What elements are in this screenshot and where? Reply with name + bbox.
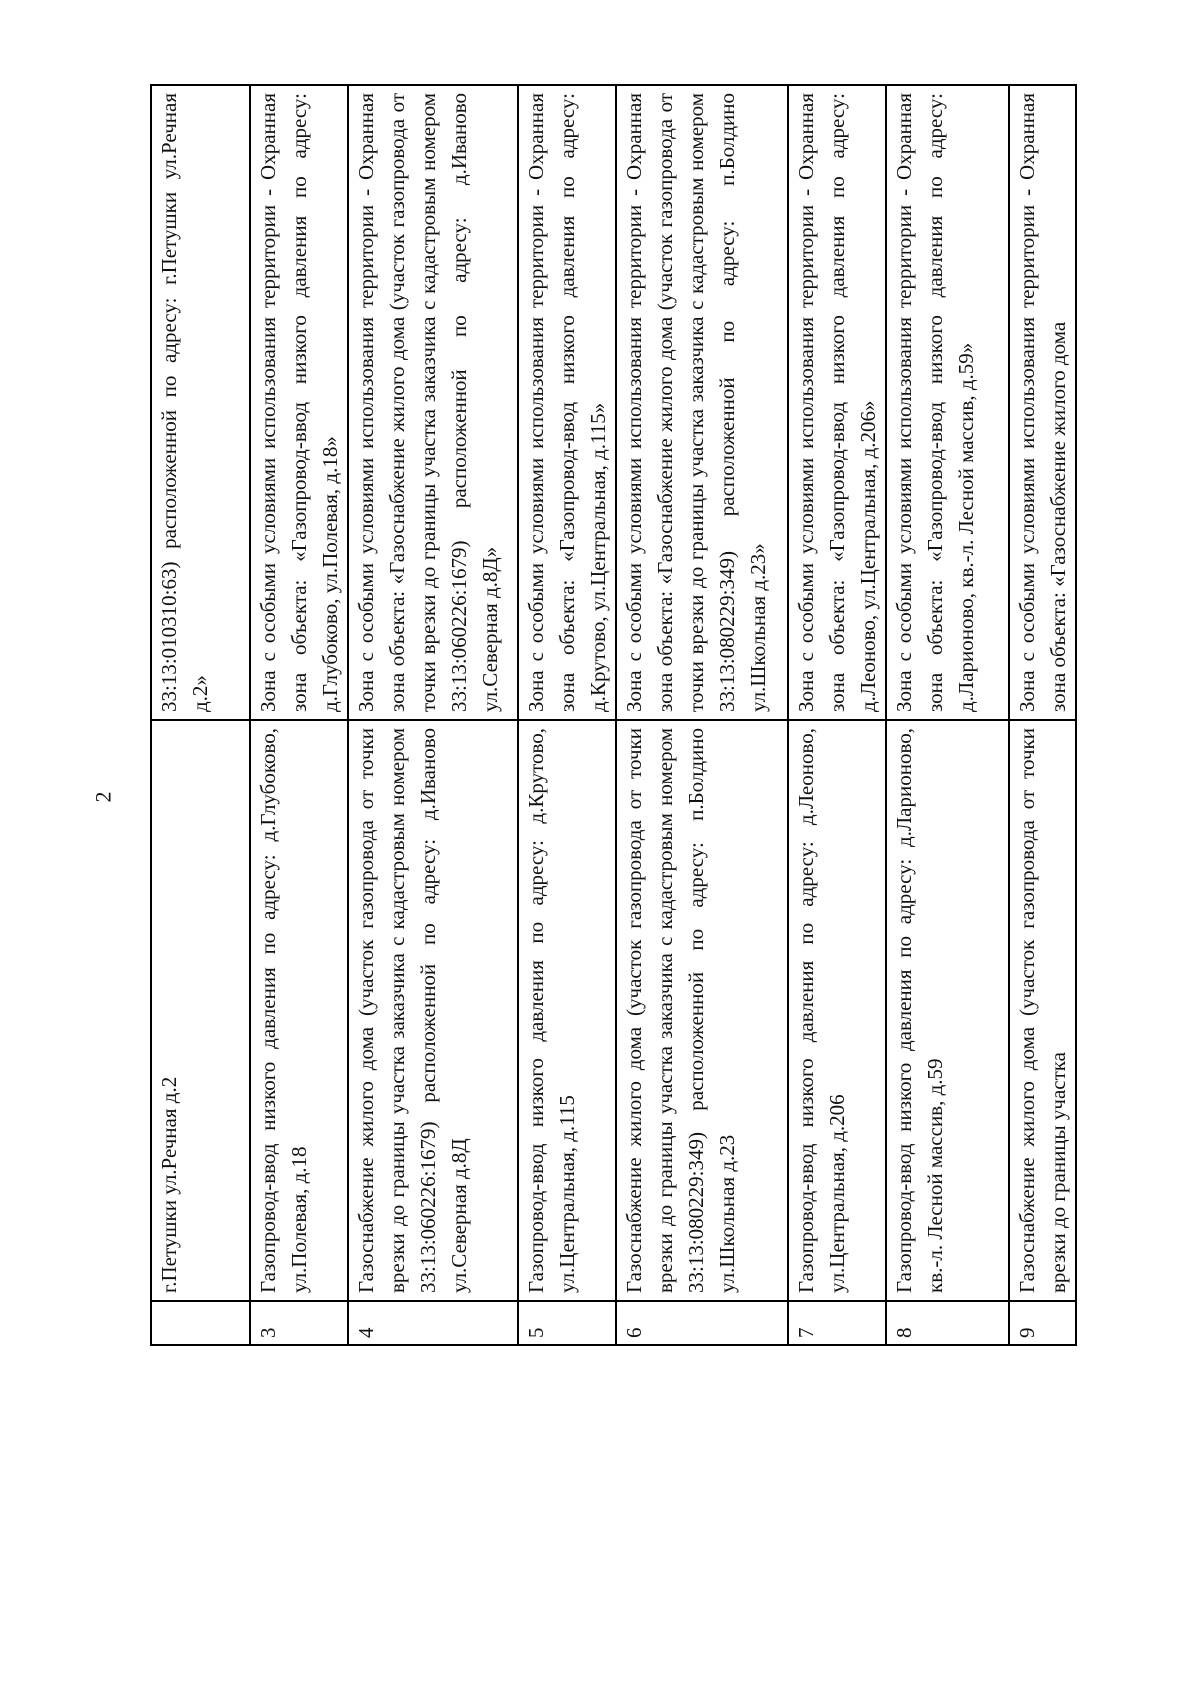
table-row [348,85,518,1345]
page-number: 2 [90,791,116,803]
row-number: 9 [1009,1301,1076,1345]
gas-zones-table [150,84,1077,1346]
object-cell: Газоснабжение жилого дома (участок газопровода от точки врезки до границы участка заказчика с кадастровым номером 33:13:060226:1679) расположенной по адресу: д.Иваново ул.Северная д.8Д [348,720,518,1301]
zone-cell: 33:13:010310:63) расположенной по адресу: г.Петушки ул.Речная д.2» [151,85,250,720]
object-cell: Газопровод-ввод низкого давления по адресу: д.Крутово, ул.Центральная, д.115 [518,720,616,1301]
row-number: 8 [886,1301,1009,1345]
table-row [250,85,348,1345]
object-cell: Газопровод-ввод низкого давления по адресу: д.Леоново, ул.Центральная, д.206 [788,720,886,1301]
zone-cell: Зона с особыми условиями использования территории - Охранная зона объекта: «Газопровод-ввод низкого давления по адресу: д.Леоново, ул.Центральная, д.206» [788,85,886,720]
rotated-table-container [150,86,1077,1346]
row-number [151,1301,250,1345]
object-cell: Газопровод-ввод низкого давления по адресу: д.Ларионово, кв.-л. Лесной массив, д.59 [886,720,1009,1301]
row-number: 6 [616,1301,788,1345]
table-row [1009,85,1076,1345]
object-cell: Газопровод-ввод низкого давления по адресу: д.Глубоково, ул.Полевая, д.18 [250,720,348,1301]
table-row [886,85,1009,1345]
zone-cell: Зона с особыми условиями использования территории - Охранная зона объекта: «Газоснабжение жилого дома (участок газопровода от точки врезки до границы участка заказчика с кадастровым номером 33:13:060226:1679) расположенной по адресу: д.Иваново ул.Северная д.8Д» [348,85,518,720]
zone-cell: Зона с особыми условиями использования территории - Охранная зона объекта: «Газопровод-ввод низкого давления по адресу: д.Глубоково, ул.Полевая, д.18» [250,85,348,720]
zone-cell: Зона с особыми условиями использования территории - Охранная зона объекта: «Газоснабжение жилого дома (участок газопровода от точки врезки до границы участка заказчика с кадастровым номером 33:13:080229:349) расположенной по адресу: п.Болдино ул.Школьная д.23» [616,85,788,720]
zone-cell: Зона с особыми условиями использования территории - Охранная зона объекта: «Газопровод-ввод низкого давления по адресу: д.Крутово, ул.Центральная, д.115» [518,85,616,720]
row-number: 7 [788,1301,886,1345]
object-cell: Газоснабжение жилого дома (участок газопровода от точки врезки до границы участка [1009,720,1076,1301]
table-row [788,85,886,1345]
zone-cell: Зона с особыми условиями использования территории - Охранная зона объекта: «Газопровод-ввод низкого давления по адресу: д.Ларионово, кв.-л. Лесной массив, д.59» [886,85,1009,720]
row-number: 4 [348,1301,518,1345]
row-number: 5 [518,1301,616,1345]
table-row [616,85,788,1345]
table-row [518,85,616,1345]
object-cell: г.Петушки ул.Речная д.2 [151,720,250,1301]
row-number: 3 [250,1301,348,1345]
table-row [151,85,250,1345]
object-cell: Газоснабжение жилого дома (участок газопровода от точки врезки до границы участка заказчика с кадастровым номером 33:13:080229:349) расположенной по адресу: п.Болдино ул.Школьная д.23 [616,720,788,1301]
zone-cell: Зона с особыми условиями использования территории - Охранная зона объекта: «Газоснабжение жилого дома [1009,85,1076,720]
